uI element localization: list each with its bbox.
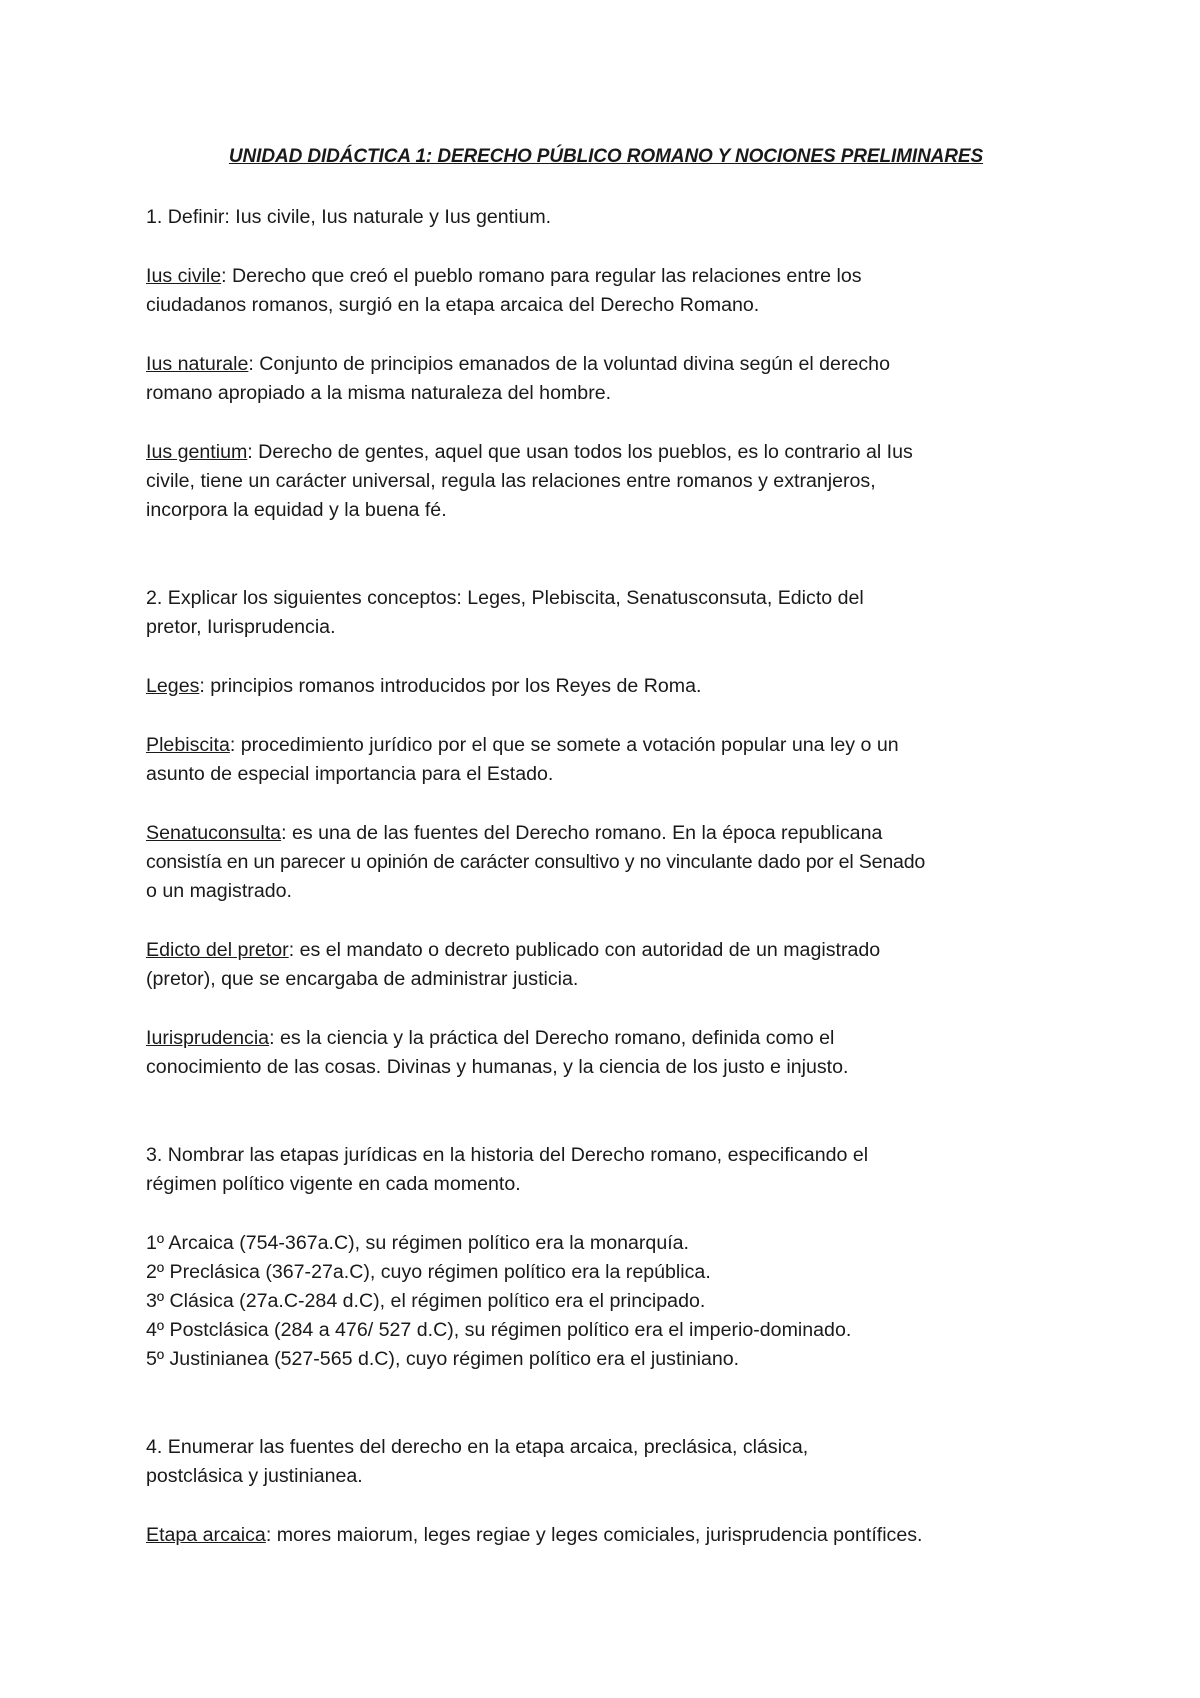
definition-text: : principios romanos introducidos por los Reyes de Roma. — [199, 675, 702, 697]
term-leges: Leges — [146, 675, 200, 697]
definition-iurisprudencia — [146, 1024, 834, 1053]
definition-text: (pretor), que se encargaba de administrar justicia. — [146, 968, 579, 990]
question-2: 2. Explicar los siguientes conceptos: Leges, Plebiscita, Senatusconsuta, Edicto del — [146, 587, 864, 609]
definition-text: consistía en un parecer u opinión de carácter consultivo y no vinculante dado por el Senado — [146, 851, 926, 873]
definition-text: : Derecho de gentes, aquel que usan todos los pueblos, es lo contrario al Ius — [247, 441, 913, 463]
definition-text: civile, tiene un carácter universal, regula las relaciones entre romanos y extranjeros, — [146, 470, 876, 492]
definition-text: : procedimiento jurídico por el que se somete a votación popular una ley o un — [229, 734, 899, 756]
stage-item: 2º Preclásica (367-27a.C), cuyo régimen político era la república. — [146, 1261, 711, 1283]
term-ius-naturale: Ius naturale — [146, 353, 249, 375]
definition-ius-civile — [146, 262, 862, 291]
question-4-cont: postclásica y justinianea. — [146, 1465, 363, 1487]
question-4: 4. Enumerar las fuentes del derecho en la etapa arcaica, preclásica, clásica, — [146, 1436, 809, 1458]
stage-item: 1º Arcaica (754-367a.C), su régimen político era la monarquía. — [146, 1232, 689, 1254]
term-iurisprudencia: Iurisprudencia — [146, 1027, 270, 1049]
stage-item: 3º Clásica (27a.C-284 d.C), el régimen político era el principado. — [146, 1290, 706, 1312]
definition-leges — [146, 672, 701, 701]
term-senatuconsulta: Senatuconsulta — [146, 822, 282, 844]
term-edicto-del-pretor: Edicto del pretor — [146, 939, 289, 961]
definition-text: : es el mandato o decreto publicado con autoridad de un magistrado — [288, 939, 881, 961]
definition-text: : Conjunto de principios emanados de la voluntad divina según el derecho — [248, 353, 890, 375]
definition-etapa-arcaica — [146, 1521, 923, 1550]
definition-senatuconsulta — [146, 819, 882, 848]
definition-ius-naturale — [146, 350, 890, 379]
question-3-cont: régimen político vigente en cada momento. — [146, 1173, 521, 1195]
definition-plebiscita — [146, 731, 899, 760]
question-3: 3. Nombrar las etapas jurídicas en la historia del Derecho romano, especificando el — [146, 1144, 869, 1166]
definition-edicto-del-pretor — [146, 936, 880, 965]
term-etapa-arcaica: Etapa arcaica — [146, 1524, 266, 1546]
definition-text: : Derecho que creó el pueblo romano para regular las relaciones entre los — [221, 265, 862, 287]
definition-text: : mores maiorum, leges regiae y leges comiciales, jurisprudencia pontífices. — [265, 1524, 923, 1546]
term-plebiscita: Plebiscita — [146, 734, 230, 756]
page-title: UNIDAD DIDÁCTICA 1: DERECHO PÚBLICO ROMANO Y NOCIONES PRELIMINARES — [228, 146, 984, 167]
definition-text: romano apropiado a la misma naturaleza del hombre. — [146, 382, 612, 404]
definition-ius-gentium — [146, 438, 913, 467]
definition-text: : es la ciencia y la práctica del Derecho romano, definida como el — [269, 1027, 835, 1049]
definition-text: asunto de especial importancia para el Estado. — [146, 763, 554, 785]
question-2-cont: pretor, Iurisprudencia. — [146, 616, 336, 638]
definition-text: : es una de las fuentes del Derecho romano. En la época republicana — [281, 822, 883, 844]
stage-item: 5º Justinianea (527-565 d.C), cuyo régimen político era el justiniano. — [146, 1348, 740, 1370]
definition-text: incorpora la equidad y la buena fé. — [146, 499, 447, 521]
term-ius-gentium: Ius gentium — [146, 441, 248, 463]
stage-item: 4º Postclásica (284 a 476/ 527 d.C), su régimen político era el imperio-dominado. — [146, 1319, 852, 1341]
term-ius-civile: Ius civile — [146, 265, 222, 287]
definition-text: conocimiento de las cosas. Divinas y humanas, y la ciencia de los justo e injusto. — [146, 1056, 849, 1078]
question-1: 1. Definir: Ius civile, Ius naturale y Ius gentium. — [146, 206, 552, 228]
definition-text: o un magistrado. — [146, 880, 292, 902]
definition-text: ciudadanos romanos, surgió en la etapa arcaica del Derecho Romano. — [146, 294, 760, 316]
